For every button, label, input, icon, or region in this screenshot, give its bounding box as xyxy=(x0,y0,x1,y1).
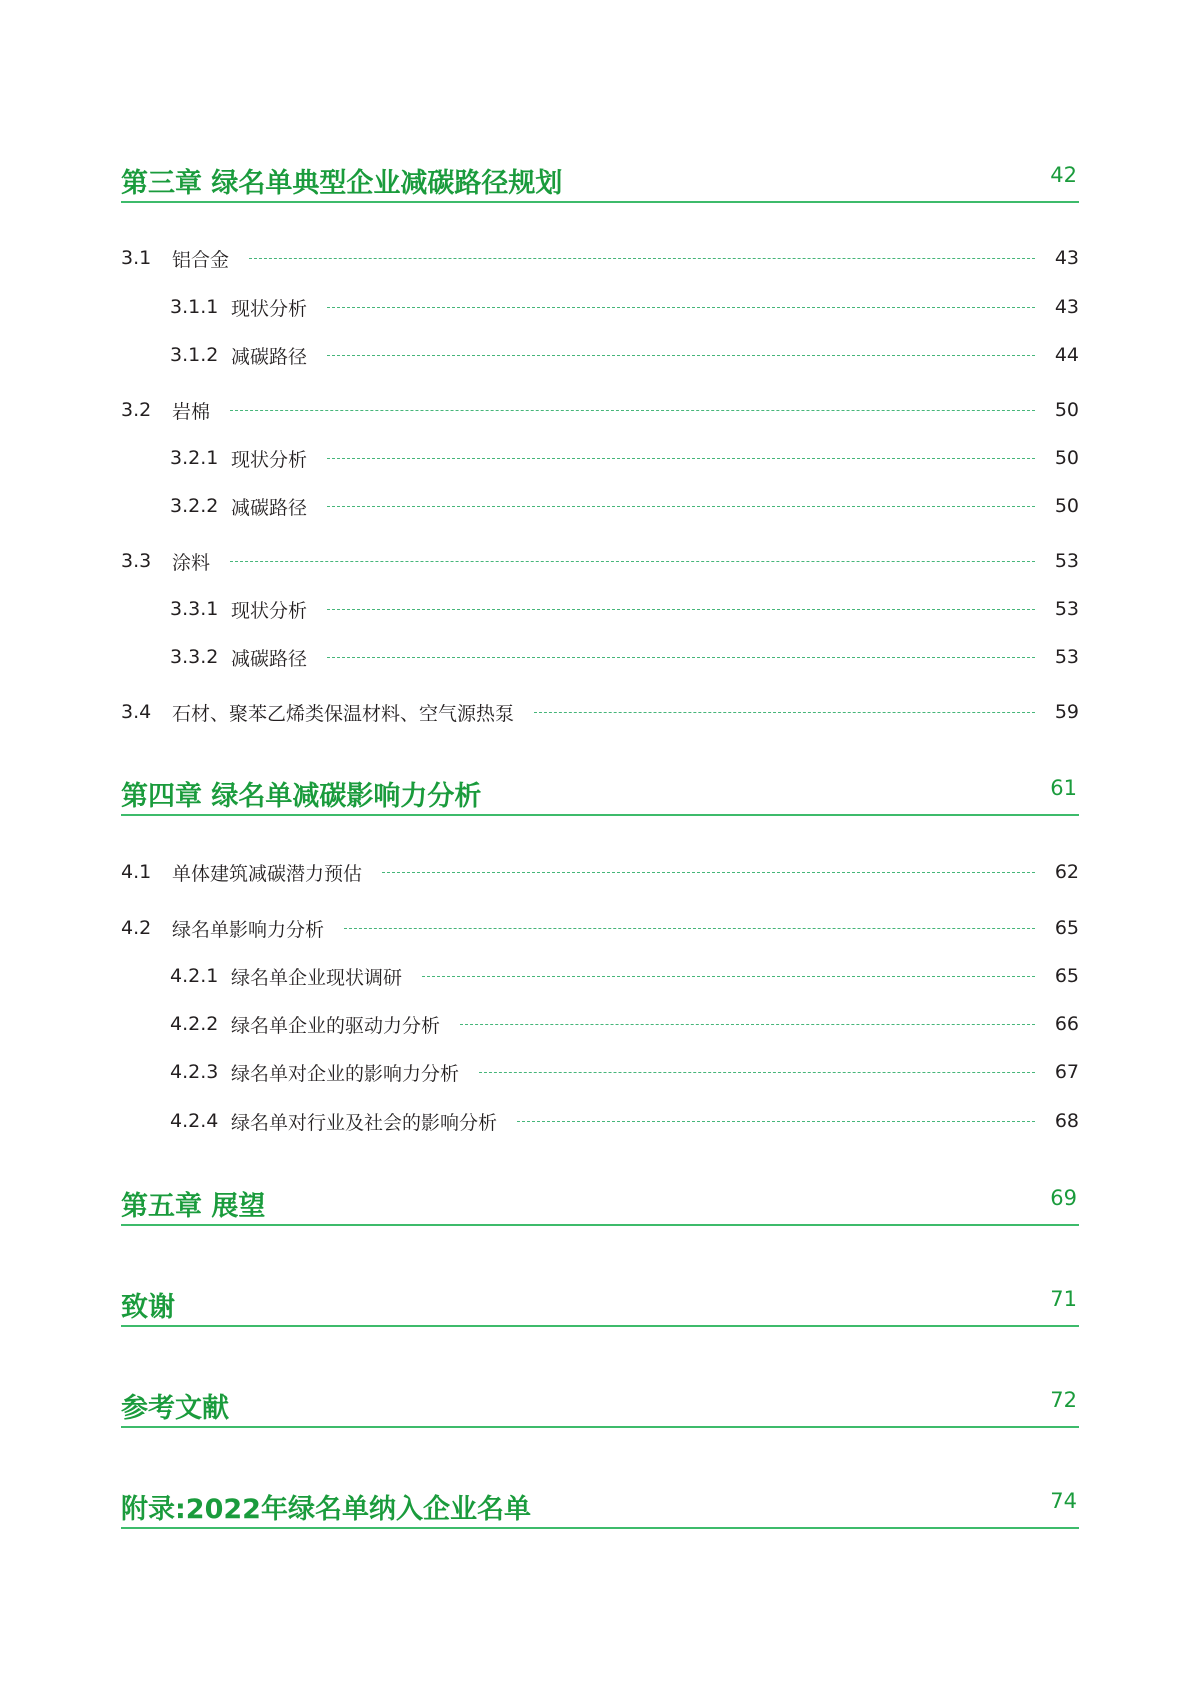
dot-leader xyxy=(327,506,1035,507)
page-number: 43 xyxy=(1054,247,1079,269)
section-title: 绿名单对行业及社会的影响分析 xyxy=(231,1111,498,1134)
dot-leader xyxy=(327,657,1035,658)
toc-entry-3-3-2[interactable] xyxy=(170,642,1079,672)
toc-entry-3-1[interactable] xyxy=(121,243,1079,273)
dot-leader xyxy=(230,561,1035,562)
dot-leader xyxy=(230,410,1035,411)
chapter-title: 第五章 展望 xyxy=(121,1191,266,1222)
toc-entry-4-1[interactable] xyxy=(121,857,1079,887)
section-number: 4.2.4 xyxy=(170,1110,219,1132)
toc-entry-3-4[interactable] xyxy=(121,697,1079,727)
page-number: 50 xyxy=(1054,447,1079,469)
section-number: 3.3.1 xyxy=(170,598,219,620)
page-number: 50 xyxy=(1054,495,1079,517)
section-title: 涂料 xyxy=(172,551,211,574)
dot-leader xyxy=(479,1072,1035,1073)
toc-entry-4-2-2[interactable] xyxy=(170,1009,1079,1039)
chapter-title: 参考文献 xyxy=(121,1393,229,1424)
page-number: 65 xyxy=(1054,917,1079,939)
page-number: 65 xyxy=(1054,965,1079,987)
section-title: 绿名单企业的驱动力分析 xyxy=(231,1014,441,1037)
page-number: 59 xyxy=(1054,701,1079,723)
section-number: 3.1.2 xyxy=(170,344,219,366)
section-title: 减碳路径 xyxy=(231,496,308,519)
section-title: 单体建筑减碳潜力预估 xyxy=(172,862,363,885)
references-heading[interactable] xyxy=(121,1386,1079,1428)
section-number: 3.1.1 xyxy=(170,296,219,318)
toc-entry-3-2-2[interactable] xyxy=(170,491,1079,521)
appendix-heading[interactable] xyxy=(121,1487,1079,1529)
page-number: 66 xyxy=(1054,1013,1079,1035)
dot-leader xyxy=(327,458,1035,459)
page-number: 67 xyxy=(1054,1061,1079,1083)
dot-leader xyxy=(327,609,1035,610)
page-number: 62 xyxy=(1054,861,1079,883)
page-number: 68 xyxy=(1054,1110,1079,1132)
section-number: 3.2 xyxy=(121,399,152,421)
chapter-page-number: 74 xyxy=(1050,1489,1077,1513)
dot-leader xyxy=(327,355,1035,356)
section-number: 4.2 xyxy=(121,917,152,939)
section-title: 减碳路径 xyxy=(231,345,308,368)
chapter-title: 第三章 绿名单典型企业减碳路径规划 xyxy=(121,168,563,199)
chapter-page-number: 61 xyxy=(1050,776,1077,800)
section-title: 绿名单影响力分析 xyxy=(172,918,325,941)
section-number: 4.2.3 xyxy=(170,1061,219,1083)
page-number: 53 xyxy=(1054,598,1079,620)
chapter-page-number: 71 xyxy=(1050,1287,1077,1311)
page-number: 44 xyxy=(1054,344,1079,366)
chapter-page-number: 69 xyxy=(1050,1186,1077,1210)
section-number: 3.3.2 xyxy=(170,646,219,668)
section-number: 3.4 xyxy=(121,701,152,723)
chapter-4-heading[interactable] xyxy=(121,774,1079,816)
dot-leader xyxy=(534,712,1035,713)
toc-entry-3-1-2[interactable] xyxy=(170,340,1079,370)
chapter-page-number: 72 xyxy=(1050,1388,1077,1412)
chapter-title: 致谢 xyxy=(121,1292,175,1323)
chapter-title: 附录:2022年绿名单纳入企业名单 xyxy=(121,1494,531,1525)
toc-entry-4-2-1[interactable] xyxy=(170,961,1079,991)
page-number: 53 xyxy=(1054,646,1079,668)
section-title: 现状分析 xyxy=(231,448,308,471)
toc-entry-4-2[interactable] xyxy=(121,913,1079,943)
toc-entry-3-1-1[interactable] xyxy=(170,292,1079,322)
section-number: 4.2.2 xyxy=(170,1013,219,1035)
acknowledgements-heading[interactable] xyxy=(121,1285,1079,1327)
section-title: 减碳路径 xyxy=(231,647,308,670)
toc-entry-3-2[interactable] xyxy=(121,395,1079,425)
section-number: 3.1 xyxy=(121,247,152,269)
page-number: 43 xyxy=(1054,296,1079,318)
dot-leader xyxy=(460,1024,1035,1025)
section-title: 石材、聚苯乙烯类保温材料、空气源热泵 xyxy=(172,702,515,725)
toc-entry-4-2-4[interactable] xyxy=(170,1106,1079,1136)
toc-entry-3-2-1[interactable] xyxy=(170,443,1079,473)
dot-leader xyxy=(327,307,1035,308)
page-number: 50 xyxy=(1054,399,1079,421)
dot-leader xyxy=(517,1121,1035,1122)
toc-entry-4-2-3[interactable] xyxy=(170,1057,1079,1087)
page-number: 53 xyxy=(1054,550,1079,572)
toc-entry-3-3-1[interactable] xyxy=(170,594,1079,624)
chapter-5-heading[interactable] xyxy=(121,1184,1079,1226)
dot-leader xyxy=(249,258,1035,259)
dot-leader xyxy=(382,872,1035,873)
toc-entry-3-3[interactable] xyxy=(121,546,1079,576)
section-number: 3.3 xyxy=(121,550,152,572)
section-title: 现状分析 xyxy=(231,297,308,320)
section-title: 岩棉 xyxy=(172,400,211,423)
dot-leader xyxy=(422,976,1035,977)
section-title: 现状分析 xyxy=(231,599,308,622)
dot-leader xyxy=(344,928,1035,929)
section-number: 4.1 xyxy=(121,861,152,883)
chapter-title: 第四章 绿名单减碳影响力分析 xyxy=(121,781,482,812)
section-number: 3.2.1 xyxy=(170,447,219,469)
chapter-3-heading[interactable] xyxy=(121,161,1079,203)
section-title: 绿名单对企业的影响力分析 xyxy=(231,1062,460,1085)
section-title: 铝合金 xyxy=(172,248,230,271)
section-number: 3.2.2 xyxy=(170,495,219,517)
section-title: 绿名单企业现状调研 xyxy=(231,966,403,989)
chapter-page-number: 42 xyxy=(1050,163,1077,187)
section-number: 4.2.1 xyxy=(170,965,219,987)
